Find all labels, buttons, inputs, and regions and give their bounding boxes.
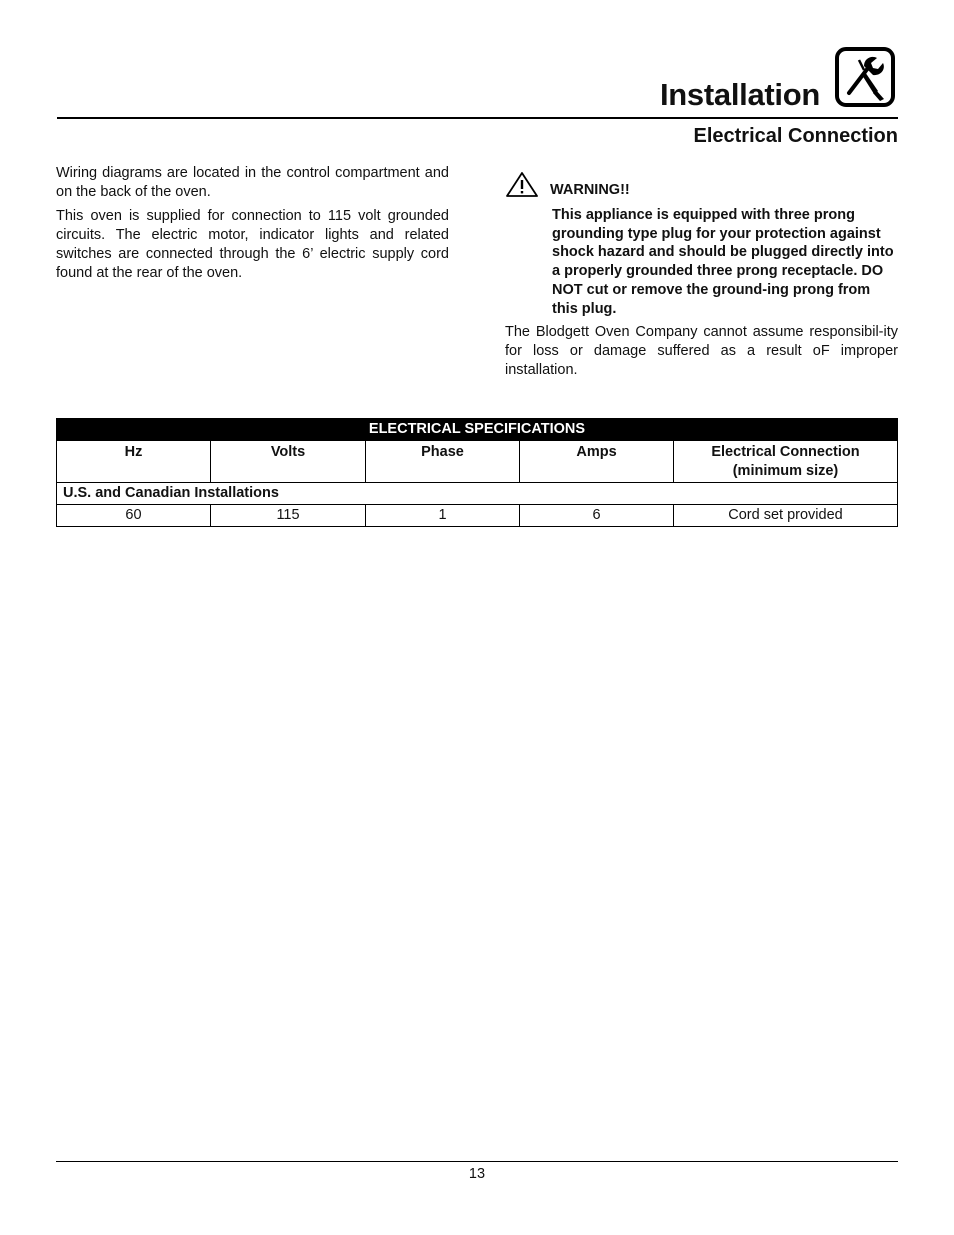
header-electrical-connection-line1: Electrical Connection [711, 444, 860, 460]
left-column [56, 164, 449, 288]
paragraph-supply: This oven is supplied for connection to 115 volt grounded circuits. The electric motor, indicator lights and related switches are connected through the 6’ electric supply cord found at the rear of the oven. [56, 208, 449, 281]
wrench-screwdriver-icon [834, 46, 896, 108]
page-title: Installation [659, 77, 820, 112]
header-volts: Volts [211, 441, 366, 483]
warning-heading: WARNING!! [550, 182, 630, 198]
table-row [57, 505, 898, 527]
cell-volts: 115 [211, 505, 366, 527]
group-label: U.S. and Canadian Installations [57, 483, 898, 505]
electrical-specifications-table [56, 418, 898, 527]
warning-triangle-icon [505, 171, 539, 198]
header-hz: Hz [57, 441, 211, 483]
table-header-row [57, 441, 898, 483]
table-caption: ELECTRICAL SPECIFICATIONS [57, 419, 898, 441]
header-electrical-connection [674, 441, 898, 483]
warning-body: This appliance is equipped with three prong grounding type plug for your protection against shock hazard and should be plugged directly into a properly grounded three prong receptacle. DO NOT cut or remove the ground-ing prong from this plug. [552, 207, 894, 317]
cell-electrical-connection: Cord set provided [674, 505, 898, 527]
header-divider [57, 117, 898, 119]
header-electrical-connection-line2: (minimum size) [732, 463, 839, 479]
paragraph-responsibility: The Blodgett Oven Company cannot assume responsibil-ity for loss or damage suffered as a result oF improper installation. [505, 324, 898, 378]
cell-phase: 1 [366, 505, 520, 527]
footer-divider [56, 1161, 898, 1162]
section-title: Electrical Connection [693, 125, 898, 147]
cell-amps: 6 [520, 505, 674, 527]
header-phase: Phase [366, 441, 520, 483]
paragraph-wiring: Wiring diagrams are located in the control compartment and on the back of the oven. [56, 165, 449, 200]
table-group-row [57, 483, 898, 505]
cell-hz: 60 [57, 505, 211, 527]
header-amps: Amps [520, 441, 674, 483]
page-number: 13 [468, 1166, 486, 1182]
